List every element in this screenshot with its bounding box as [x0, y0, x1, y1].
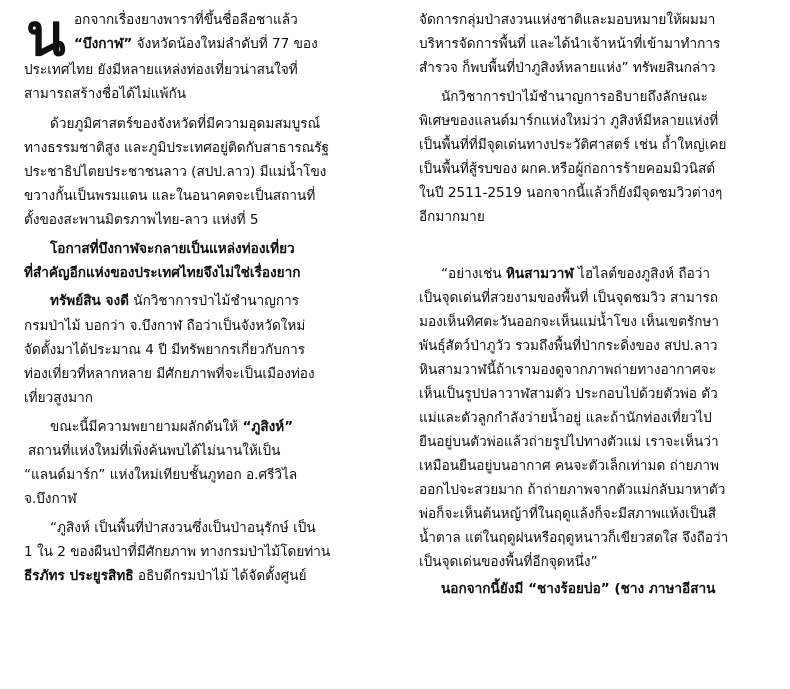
bold-text: ทรัพย์สิน จงดี [50, 293, 129, 309]
body-text: จัดการกลุ่มป่าสงวนแห่งชาติและมอบหมายให้ผมมา [419, 12, 716, 28]
text-line [419, 550, 781, 574]
text-line [24, 564, 392, 588]
text-line [24, 362, 392, 386]
body-text: 1 ใน 2 ของผืนป่าที่มีศักยภาพ ทางกรมป่าไม้โดยท่าน [24, 544, 331, 560]
body-text: เที่ยวสูงมาก [24, 390, 93, 406]
body-text: “แลนด์มาร์ก” แห่งใหม่เทียบชั้นภูทอก อ.ศรีวิไล [24, 467, 298, 483]
body-text: สถานที่แห่งใหม่ที่เพิ่งค้นพบได้ไม่นานให้เป็น [28, 443, 281, 459]
body-text: หินสามวาฬนี้ถ้าเรามองดูจากภาพถ่ายทางอากาศจะ [419, 362, 717, 378]
text-line [24, 58, 392, 82]
bold-text: ธีรภัทร ประยูรสิทธิ [24, 568, 134, 584]
text-line [24, 540, 392, 564]
text-line [419, 133, 781, 157]
text-line [419, 157, 781, 181]
text-line [24, 314, 392, 338]
text-line [50, 237, 392, 261]
drop-cap: น [26, 1, 66, 69]
text-line [441, 85, 781, 109]
text-line [419, 382, 781, 406]
text-line [419, 32, 781, 56]
text-line [419, 286, 781, 310]
text-line [419, 310, 781, 334]
text-line [50, 112, 392, 136]
text-line [419, 358, 781, 382]
bold-text: หินสามวาฬ [505, 266, 574, 282]
body-text: “อย่างเช่น [441, 266, 506, 282]
text-line [419, 526, 781, 550]
text-line [74, 32, 392, 56]
text-line [419, 502, 781, 526]
bold-text: โอกาสที่บึงกาฬจะกลายเป็นแหล่งท่องเที่ยว [50, 241, 295, 257]
body-text: แม่และตัวลูกกำลังว่ายน้ำอยู่ และถ้านักท่องเที่ยวไป [419, 410, 712, 426]
text-line [24, 82, 392, 106]
body-text: เห็นเป็นรูปปลาวาฬสามตัว ประกอบไปด้วยตัวพ่อ ตัว [419, 386, 718, 402]
text-line [24, 487, 392, 511]
body-text: ออกไปจะสวยมาก ถ้าถ่ายภาพจากตัวแม่กลับมาหาตัว [419, 482, 726, 498]
bold-text: นอกจากนี้ยังมี “ชางร้อยบ่อ” (ชาง ภาษาอีสาน [441, 581, 716, 597]
text-line [419, 56, 781, 80]
body-text: ยืนอยู่บนตัวพ่อแล้วถ่ายรูปไปทางตัวแม่ เราจะเห็นว่า [419, 434, 719, 450]
text-line [24, 184, 392, 208]
text-line [24, 160, 392, 184]
body-text: พ่อก็จะเห็นต้นหญ้าที่ในฤดูแล้งก็จะมีสภาพแห้งเป็นสี [419, 506, 717, 522]
body-text: สามารถสร้างชื่อได้ไม่แพ้กัน [24, 86, 187, 102]
body-text: อกจากเรื่องยางพาราที่ขึ้นชื่อลือชาแล้ว [74, 12, 298, 28]
text-line [74, 8, 392, 32]
body-text: เป็นจุดเด่นที่สวยงามของพื้นที่ เป็นจุดชมวิว สามารถ [419, 290, 719, 306]
body-text: สำรวจ ก็พบพื้นที่ป่าภูสิงห์หลายแห่ง” ทรัพยสินกล่าว [419, 60, 716, 76]
text-line [24, 208, 392, 232]
text-line [24, 338, 392, 362]
text-line [24, 136, 392, 160]
text-line [419, 334, 781, 358]
text-line [419, 406, 781, 430]
body-text: ทางธรรมชาติสูง และภูมิประเทศอยู่ติดกับสาธารณรัฐ [24, 140, 330, 156]
body-text: จ.บึงกาฬ [24, 491, 77, 507]
body-text: น้ำตาล แต่ในฤดูฝนหรือฤดูหนาวก็เขียวสดใส จึงถือว่า [419, 530, 729, 546]
body-text: นักวิชาการป่าไม้ชำนาญการอธิบายถึงลักษณะ [441, 89, 708, 105]
text-line [419, 478, 781, 502]
body-text: ไฮไลต์ของภูสิงห์ ถือว่า [573, 266, 711, 282]
body-text: ตั้งของสะพานมิตรภาพไทย-ลาว แห่งที่ 5 [24, 212, 259, 228]
body-text: พิเศษของแลนด์มาร์กแห่งใหม่ว่า ภูสิงห์มีหลายแห่งที่ [419, 113, 719, 129]
bold-text: “บึงกาฬ” [74, 36, 133, 52]
body-text: ขวางกั้นเป็นพรมแดน และในอนาคตจะเป็นสถานที่ [24, 188, 316, 204]
text-line [419, 205, 781, 229]
text-line [419, 109, 781, 133]
body-text: ประชาธิปไตยประชาชนลาว (สปป.ลาว) มีแม่น้ำโขง [24, 164, 327, 180]
body-text: เป็นพื้นที่ที่มีจุดเด่นทางประวัติศาสตร์ เช่น ถ้ำใหญ่เคย [419, 137, 727, 153]
body-text: ประเทศไทย ยังมีหลายแหล่งท่องเที่ยวน่าสนใจที่ [24, 62, 298, 78]
text-line [50, 516, 392, 540]
text-line [50, 415, 392, 439]
body-text: ขณะนี้มีความพยายามผลักดันให้ [50, 419, 243, 435]
body-text: พันธุ์สัตว์ป่าภูวัว รวมถึงพื้นที่ป่ากระดิ่งของ สปป.ลาว [419, 338, 718, 354]
body-text: บริหารจัดการพื้นที่ และได้นำเจ้าหน้าที่เข้ามาทำการ [419, 36, 721, 52]
text-line [50, 289, 392, 313]
text-line [24, 261, 392, 285]
text-line [441, 577, 781, 601]
text-line [419, 8, 781, 32]
bold-text: ที่สำคัญอีกแห่งของประเทศไทยจึงไม่ใช่เรื่องยาก [24, 265, 301, 281]
body-text: เหมือนยืนอยู่บนอากาศ คนจะตัวเล็กเท่ามด ถ่ายภาพ [419, 458, 719, 474]
body-text: ท่องเที่ยวที่หลากหลาย มีศักยภาพที่จะเป็นเมืองท่อง [24, 366, 315, 382]
body-text: จังหวัดน้องใหม่ลำดับที่ 77 ของ [132, 36, 318, 52]
text-line [24, 386, 392, 410]
body-text: ด้วยภูมิศาสตร์ของจังหวัดที่มีความอุดมสมบูรณ์ [50, 116, 321, 132]
body-text: เป็นจุดเด่นของพื้นที่อีกจุดหนึ่ง” [419, 554, 598, 570]
body-text: ในปี 2511-2519 นอกจากนี้แล้วก็ยังมีจุดชมวิวต่างๆ [419, 185, 723, 201]
body-text: อีกมากมาย [419, 209, 485, 225]
body-text: “ภูสิงห์ เป็นพื้นที่ป่าสงวนซึ่งเป็นป่าอนุรักษ์ เป็น [50, 520, 316, 536]
bold-text: “ภูสิงห์” [242, 419, 294, 435]
body-text: มองเห็นทิศตะวันออกจะเห็นแม่น้ำโขง เห็นเขตรักษา [419, 314, 720, 330]
body-text: เป็นพื้นที่สู้รบของ ผกค.หรือผู้ก่อการร้ายคอมมิวนิสต์ [419, 161, 716, 177]
body-text: จัดตั้งมาได้ประมาณ 4 ปี มีทรัพยากรเกี่ยวกับการ [24, 342, 306, 358]
text-line [441, 262, 781, 286]
text-line [419, 181, 781, 205]
body-text: อธิบดีกรมป่าไม้ ได้จัดตั้งศูนย์ [133, 568, 307, 584]
text-line [24, 463, 392, 487]
text-line [419, 454, 781, 478]
text-line [419, 430, 781, 454]
body-text: กรมป่าไม้ บอกว่า จ.บึงกาฬ ถือว่าเป็นจังหวัดใหม่ [24, 318, 306, 334]
text-line [28, 439, 392, 463]
body-text: นักวิชาการป่าไม้ชำนาญการ [128, 293, 300, 309]
